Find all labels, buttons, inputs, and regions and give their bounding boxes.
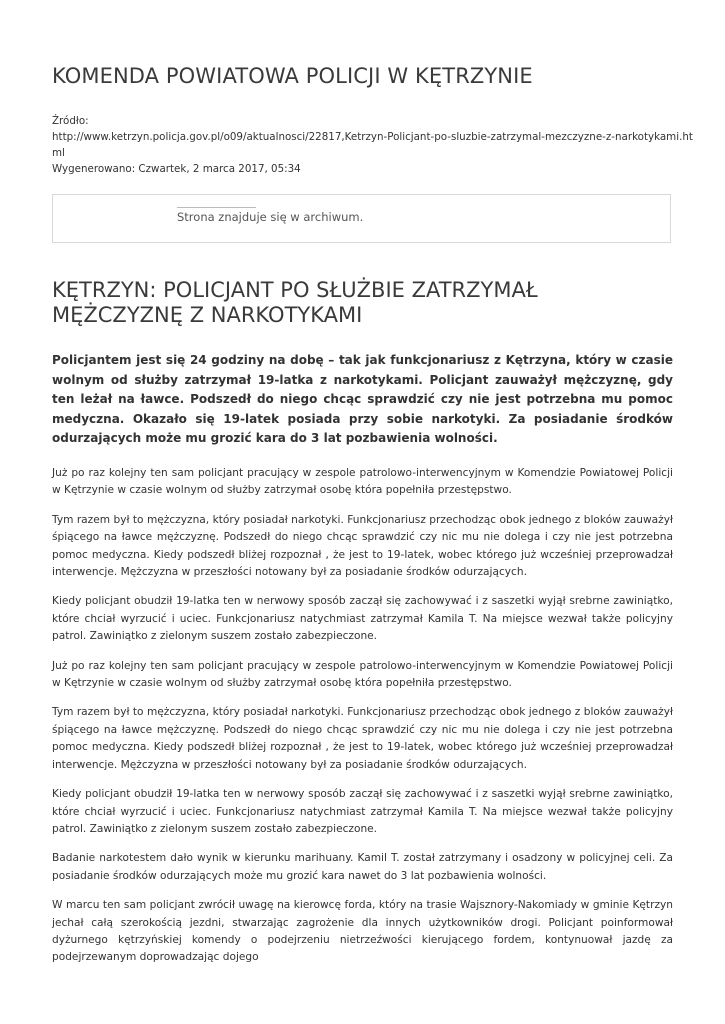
site-title: KOMENDA POWIATOWA POLICJI W KĘTRZYNIE [52,64,533,88]
article-paragraph: Badanie narkotestem dało wynik w kierunku marihuany. Kamil T. został zatrzymany i osadzony w policyjnej celi. Za posiadanie środków odurzających może mu grozić kara nawet do 3 lat pozbawienia wolności. [52,852,673,882]
article-paragraph: Kiedy policjant obudził 19-latka ten w nerwowy sposób zaczął się zachowywać i z saszetki wyjął srebrne zawiniątko, które chciał wyrzucić i uciec. Funkcjonariusz natychmiast zatrzymał Kamila T. Na miejsce wezwał także policyjny patrol. Zawiniątko z zielonym suszem zostało zabezpieczone. [52,788,673,835]
article-paragraph: W marcu ten sam policjant zwrócił uwagę na kierowcę forda, który na trasie Wajsznory-Nakomiady w gminie Kętrzyn jechał całą szerokością jezdni, stwarzając zagrożenie dla innych użytkowników drogi. Policjant poinformował dyżurnego kętrzyńskiej komendy o podejrzeniu nietrzeźwości kierującego fordem, kontynuował jazdę za podejrzewanym doprowadzając dojego [52,899,673,964]
source-url-continuation[interactable]: ml [52,147,65,159]
article-title: KĘTRZYN: POLICJANT PO SŁUŻBIE ZATRZYMAŁ MĘŻCZYZNĘ Z NARKOTYKAMI [52,278,538,327]
article-paragraph: Kiedy policjant obudził 19-latka ten w nerwowy sposób zaczął się zachowywać i z saszetki wyjął srebrne zawiniątko, które chciał wyrzucić i uciec. Funkcjonariusz natychmiast zatrzymał Kamila T. Na miejsce wezwał także policyjny patrol. Zawiniątko z zielonym suszem zostało zabezpieczone. [52,595,673,643]
archive-notice-box [52,194,671,243]
archive-divider [177,207,256,208]
article-paragraph: Już po raz kolejny ten sam policjant pracujący w zespole patrolowo-interwencyjnym w Komendzie Powiatowej Policji w Kętrzynie w czasie wolnym od służby zatrzymał osobę która popełniła przestępstwo. [52,467,673,497]
article-paragraph: Tym razem był to mężczyzna, który posiadał narkotyki. Funkcjonariusz przechodząc obok jednego z bloków zauważył śpiącego na ławce mężczyznę. Podszedł do niego chcąc sprawdzić czy nic mu nie dolega i czy nie jest potrzebna pomoc medyczna. Kiedy podszedł bliżej rozpoznał , że jest to 19-latek, wobec którego już wcześniej przeprowadzał interwencje. Mężczyzna w przeszłości notowany był za posiadanie środków odurzających. [52,513,673,579]
archive-notice: Strona znajduje się w archiwum. [177,210,364,224]
source-url[interactable]: http://www.ketrzyn.policja.gov.pl/o09/aktualnosci/22817,Ketrzyn-Policjant-po-sluzbie-zatrzymal-mezczyzne-z-narkotykami.ht [52,131,693,143]
article-paragraph: Już po raz kolejny ten sam policjant pracujący w zespole patrolowo-interwencyjnym w Komendzie Powiatowej Policji w Kętrzynie w czasie wolnym od służby zatrzymał osobę która popełniła przestępstwo. [52,659,673,690]
article-body [52,465,673,979]
article-paragraph: Tym razem był to mężczyzna, który posiadał narkotyki. Funkcjonariusz przechodząc obok jednego z bloków zauważył śpiącego na ławce mężczyznę. Podszedł do niego chcąc sprawdzić czy nic mu nie dolega i czy nie jest potrzebna pomoc medyczna. Kiedy podszedł bliżej rozpoznał , że jest to 19-latek, wobec którego już wcześniej przeprowadzał interwencje. Mężczyzna w przeszłości notowany był za posiadanie środków odurzających. [52,706,673,771]
source-info [52,113,693,177]
generated-timestamp: Wygenerowano: Czwartek, 2 marca 2017, 05:34 [52,163,301,175]
source-label: Źródło: [52,115,89,127]
article-lead: Policjantem jest się 24 godziny na dobę – tak jak funkcjonariusz z Kętrzyna, który w czasie wolnym od służby zatrzymał 19-latka z narkotykami. Policjant zauważył mężczyznę, gdy ten leżał na ławce. Podszedł do niego chcąc sprawdzić czy nie jest potrzebna mu pomoc medyczna. Okazało się 19-latek posiada przy sobie narkotyki. Za posiadanie środków odurzających może mu grozić kara do 3 lat pozbawienia wolności. [52,353,673,446]
